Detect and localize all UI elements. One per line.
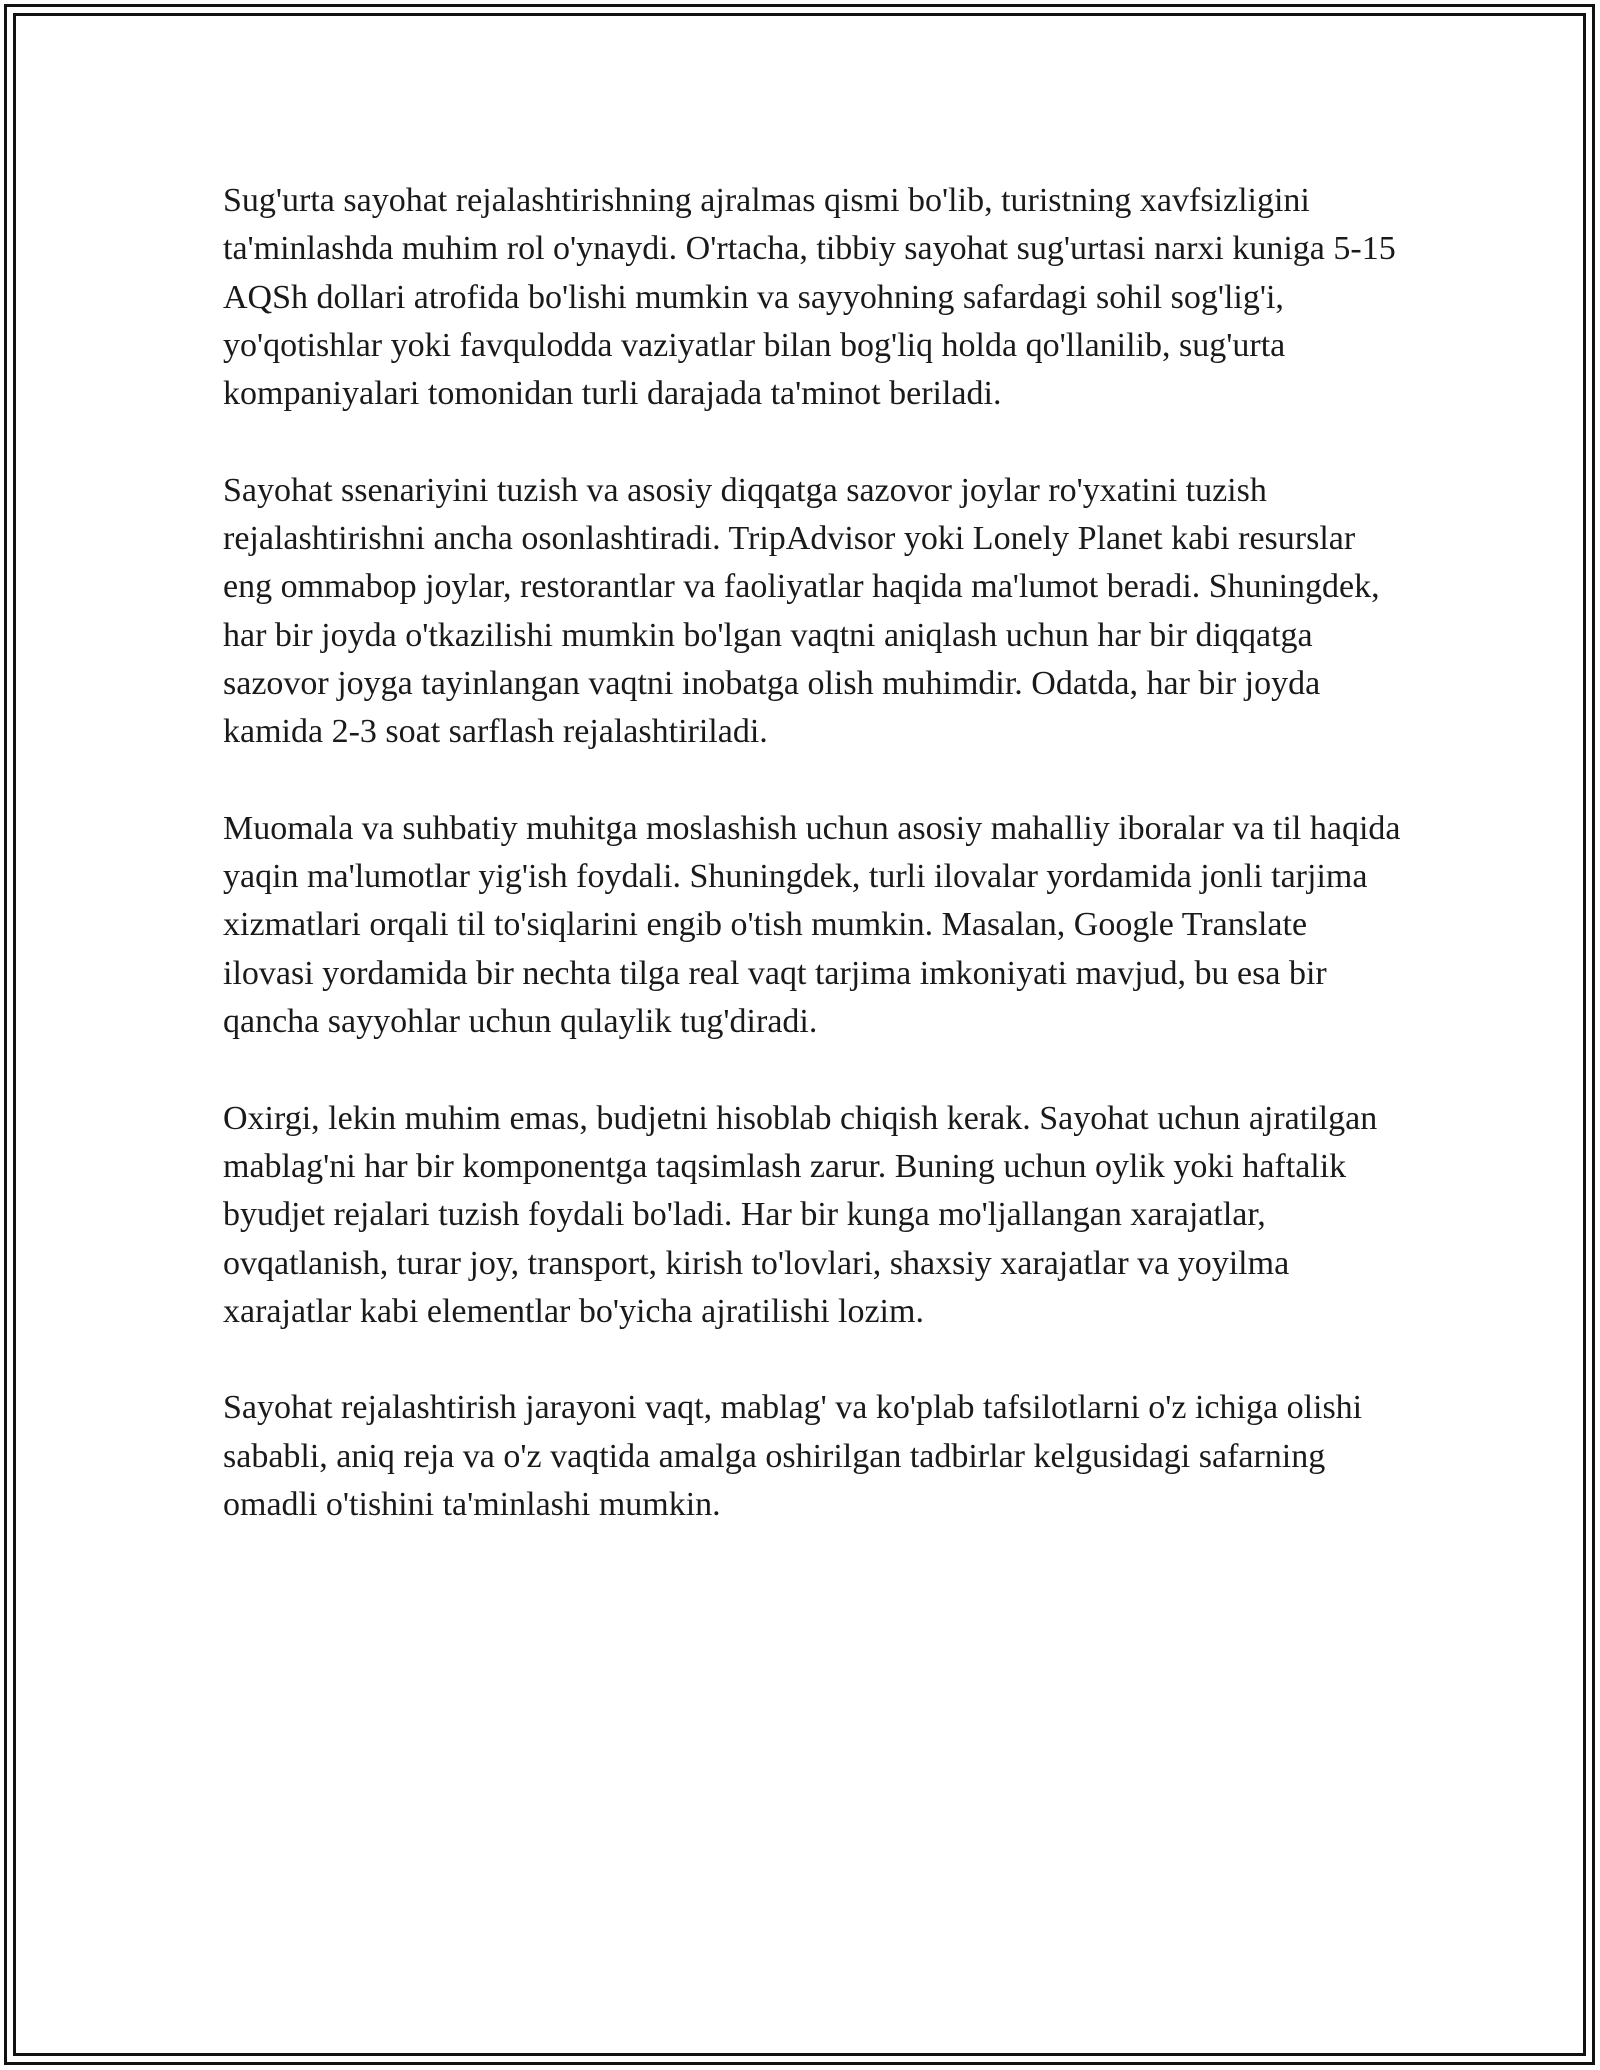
paragraph-insurance: Sug'urta sayohat rejalashtirishning ajralmas qismi bo'lib, turistning xavfsizligini ta'minlashda muhim rol o'ynaydi. O'rtacha, tibbiy sayohat sug'urtasi narxi kuniga 5-15 AQSh dollari atrofida bo'lishi mumkin va sayyohning safardagi sohil sog'lig'i, yo'qotishlar yoki favqulodda vaziyatlar bilan bog'liq holda qo'llanilib, sug'urta kompaniyalari tomonidan turli darajada ta'minot beriladi. (223, 182, 1396, 413)
paragraph-budget: Oxirgi, lekin muhim emas, budjetni hisoblab chiqish kerak. Sayohat uchun ajratilgan mablag'ni har bir komponentga taqsimlash zarur. Buning uchun oylik yoki haftalik byudjet rejalari tuzish foydali bo'ladi. Har bir kunga mo'ljallangan xarajatlar, ovqatlanish, turar joy, transport, kirish to'lovlari, shaxsiy xarajatlar va yoyilma xarajatlar kabi elementlar bo'yicha ajratilishi lozim. (223, 1099, 1378, 1330)
paragraph-language: Muomala va suhbatiy muhitga moslashish uchun asosiy mahalliy iboralar va til haqida yaqin ma'lumotlar yig'ish foydali. Shuningdek, turli ilovalar yordamida jonli tarjima xizmatlari orqali til to'siqlarini engib o'tish mumkin. Masalan, Google Translate ilovasi yordamida bir nechta tilga real vaqt tarjima imkoniyati mavjud, bu esa bir qancha sayyohlar uchun qulaylik tug'diradi. (223, 809, 1401, 1041)
document-body (223, 177, 1403, 1578)
paragraph-conclusion: Sayohat rejalashtirish jarayoni vaqt, mablag' va ko'plab tafsilotlarni o'z ichiga olishi sababli, aniq reja va o'z vaqtida amalga oshirilgan tadbirlar kelgusidagi safarning omadli o'tishini ta'minlashi mumkin. (223, 1389, 1363, 1524)
paragraph-itinerary: Sayohat ssenariyini tuzish va asosiy diqqatga sazovor joylar ro'yxatini tuzish rejalashtirishni ancha osonlashtiradi. TripAdvisor yoki Lonely Planet kabi resurslar eng ommabop joylar, restorantlar va faoliyatlar haqida ma'lumot beradi. Shuningdek, har bir joyda o'tkazilishi mumkin bo'lgan vaqtni aniqlash uchun har bir diqqatga sazovor joyga tayinlangan vaqtni inobatga olish muhimdir. Odatda, har bir joyda kamida 2-3 soat sarflash rejalashtiriladi. (223, 471, 1380, 751)
